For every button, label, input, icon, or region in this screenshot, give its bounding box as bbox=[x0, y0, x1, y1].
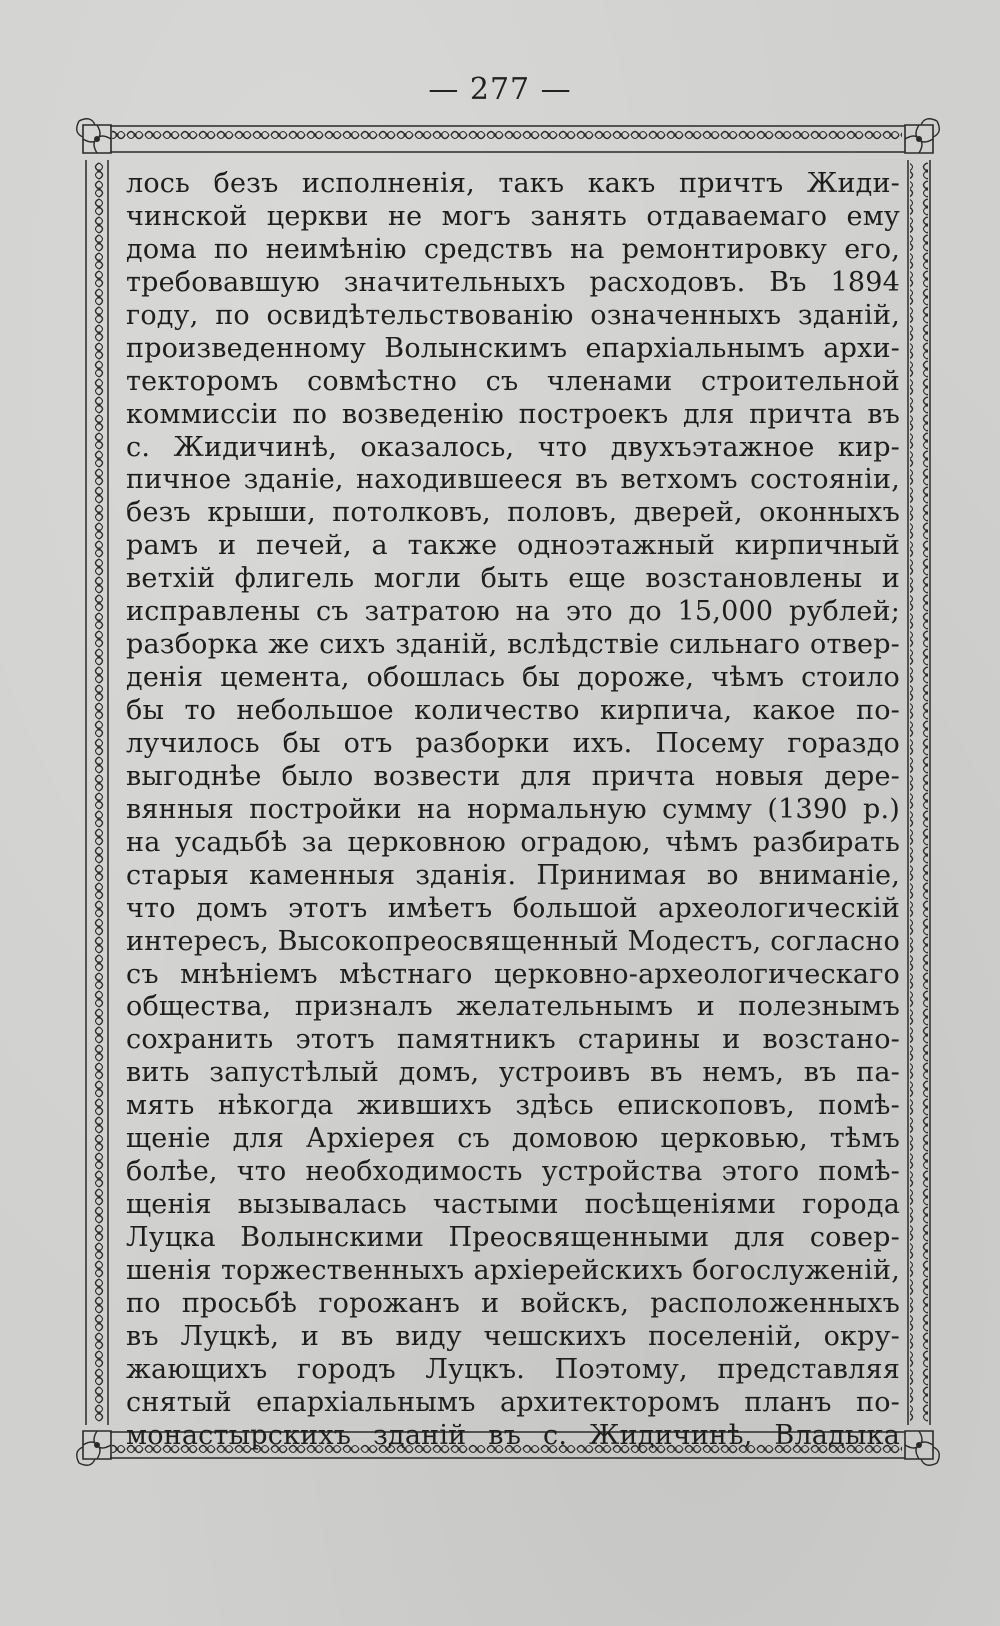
text-line: щенія вызывалась частыми посѣщеніями города bbox=[126, 1189, 900, 1221]
text-line: бы то небольшое количество кирпича, какое по- bbox=[126, 695, 900, 726]
chain-ornament-icon bbox=[110, 126, 905, 152]
text-line: въ Луцкѣ, и въ виду чешскихъ поселеній, окру- bbox=[126, 1320, 900, 1352]
text-line: пичное зданіе, находившееся въ ветхомъ состояніи, bbox=[126, 464, 900, 496]
text-line: разборка же сихъ зданій, вслѣдствіе сильнаго отвер- bbox=[126, 629, 900, 661]
text-line: лучилось бы отъ разборки ихъ. Посему гораздо bbox=[126, 727, 900, 759]
text-line: жающихъ городъ Луцкъ. Поэтому, представляя bbox=[126, 1353, 900, 1385]
text-line: вить запустѣлый домъ, устроивъ въ немъ, въ па- bbox=[126, 1057, 900, 1089]
text-line: монастырскихъ зданій въ с. Жидичинѣ, Владыка bbox=[126, 1419, 900, 1451]
text-line: съ мнѣніемъ мѣстнаго церковно-археологическаго bbox=[126, 958, 900, 990]
text-line: шенія торжественныхъ архіерейскихъ богослуженій, bbox=[126, 1254, 900, 1286]
text-line: что домъ этотъ имѣетъ большой археологическій bbox=[126, 892, 900, 924]
text-line: сохранить этотъ памятникъ старины и возстано- bbox=[126, 1024, 900, 1056]
text-line: исправлены съ затратою на это до 15,000 рублей; bbox=[126, 596, 900, 628]
text-line: дома по неимѣнію средствъ на ремонтировку его, bbox=[126, 233, 900, 265]
text-line: произведенному Волынскимъ епархіальнымъ архи- bbox=[126, 332, 900, 364]
text-line: болѣе, что необходимость устройства этого помѣ- bbox=[126, 1156, 900, 1188]
text-line: чинской церкви не могъ занять отдаваемаго ему bbox=[126, 200, 900, 232]
text-line: требовавшую значительныхъ расходовъ. Въ 1894 bbox=[126, 266, 900, 298]
text-line: интересъ, Высокопреосвященный Модестъ, согласно bbox=[126, 925, 900, 957]
text-line: ветхій флигель могли быть еще возстановлены и bbox=[126, 563, 900, 595]
text-line: текторомъ совмѣстно съ членами строительной bbox=[126, 365, 900, 397]
text-line: денія цемента, обошлась бы дороже, чѣмъ стоило bbox=[126, 662, 900, 694]
text-line: общества, призналъ желательнымъ и полезнымъ bbox=[126, 991, 900, 1023]
text-line: мять нѣкогда жившихъ здѣсь епископовъ, помѣ- bbox=[126, 1090, 900, 1122]
page-number: — 277 — bbox=[428, 72, 572, 107]
text-line: щеніе для Архіерея съ домовою церковью, тѣмъ bbox=[126, 1123, 900, 1155]
text-line: Луцка Волынскими Преосвященными для совер- bbox=[126, 1222, 900, 1253]
text-line: на усадьбѣ за церковною оградою, чѣмъ разбирать bbox=[126, 826, 900, 858]
text-line: коммиссіи по возведенію построекъ для причта въ bbox=[126, 398, 900, 430]
fleuron-corner-icon bbox=[77, 1431, 111, 1465]
fleuron-corner-icon bbox=[905, 119, 939, 153]
chain-ornament-icon bbox=[86, 160, 108, 1425]
text-line: безъ крыши, потолковъ, половъ, дверей, оконныхъ bbox=[126, 497, 900, 529]
text-line: по просьбѣ горожанъ и войскъ, расположенныхъ bbox=[126, 1287, 900, 1319]
text-line: снятый епархіальнымъ архитекторомъ планъ по- bbox=[126, 1386, 900, 1418]
text-line: рамъ и печей, а также одноэтажный кирпичный bbox=[126, 530, 900, 562]
text-line: старыя каменныя зданія. Принимая во вниманіе, bbox=[126, 859, 900, 891]
text-line: с. Жидичинѣ, оказалось, что двухъэтажное кир- bbox=[126, 431, 900, 463]
text-line: вянныя постройки на нормальную сумму (1390 р.) bbox=[126, 793, 900, 825]
chain-ornament-icon bbox=[908, 160, 930, 1425]
fleuron-corner-icon bbox=[77, 119, 111, 153]
text-line: лось безъ исполненія, такъ какъ причтъ Жиди- bbox=[126, 168, 900, 199]
text-line: выгоднѣе было возвести для причта новыя дере- bbox=[126, 760, 900, 792]
fleuron-corner-icon bbox=[905, 1431, 939, 1465]
body-text bbox=[126, 168, 900, 1453]
text-line: году, по освидѣтельствованію означенныхъ зданій, bbox=[126, 299, 900, 331]
